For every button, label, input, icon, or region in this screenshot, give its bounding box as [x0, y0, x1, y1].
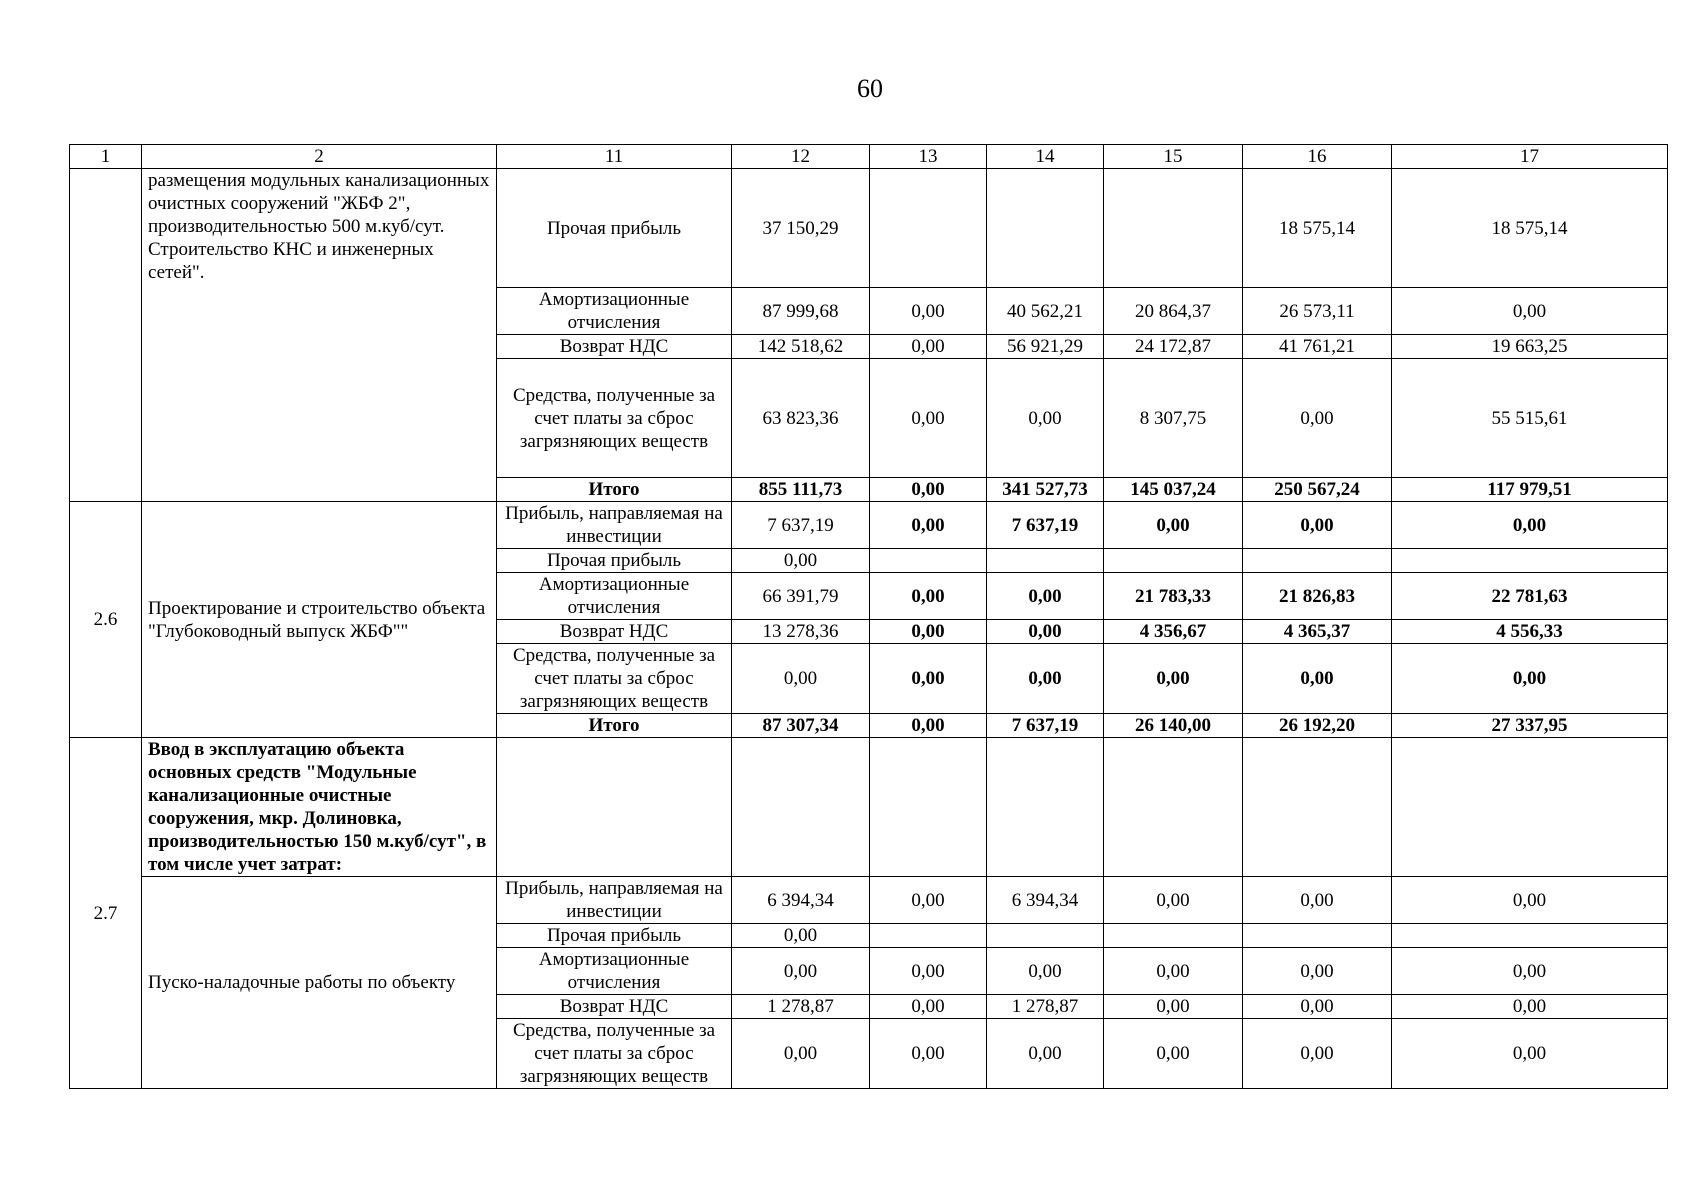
- value-cell: [732, 738, 870, 877]
- value-cell: 0,00: [1104, 502, 1243, 549]
- value-cell: 18 575,14: [1392, 169, 1668, 288]
- value-cell: 0,00: [732, 549, 870, 573]
- value-cell: 1 278,87: [732, 995, 870, 1019]
- value-cell: 21 783,33: [1104, 573, 1243, 620]
- value-cell: 0,00: [1104, 1019, 1243, 1089]
- value-cell: 6 394,34: [732, 877, 870, 924]
- column-number-row: [70, 145, 1668, 169]
- source-label: Прибыль, направляемая на инвестиции: [497, 502, 732, 549]
- value-cell: 0,00: [987, 620, 1104, 644]
- value-cell: 22 781,63: [1392, 573, 1668, 620]
- column-number-header: 1: [70, 145, 142, 169]
- value-cell: 1 278,87: [987, 995, 1104, 1019]
- value-cell: [1104, 549, 1243, 573]
- value-cell: 26 573,11: [1243, 288, 1392, 335]
- value-cell: 0,00: [1243, 995, 1392, 1019]
- value-cell: [987, 169, 1104, 288]
- value-cell: 0,00: [732, 1019, 870, 1089]
- value-cell: [870, 549, 987, 573]
- value-cell: 6 394,34: [987, 877, 1104, 924]
- value-cell: 0,00: [732, 924, 870, 948]
- value-cell: 27 337,95: [1392, 714, 1668, 738]
- item-description: размещения модульных канализационных очистных сооружений "ЖБФ 2", производительностью 500 м.куб/сут. Строительство КНС и инженерных сетей".: [142, 169, 497, 502]
- value-cell: 19 663,25: [1392, 335, 1668, 359]
- value-cell: 87 999,68: [732, 288, 870, 335]
- value-cell: [987, 549, 1104, 573]
- value-cell: 0,00: [1392, 288, 1668, 335]
- source-label: Средства, полученные за счет платы за сброс загрязняющих веществ: [497, 1019, 732, 1089]
- value-cell: 63 823,36: [732, 359, 870, 478]
- value-cell: [870, 738, 987, 877]
- value-cell: 0,00: [1392, 877, 1668, 924]
- value-cell: 0,00: [732, 644, 870, 714]
- value-cell: 0,00: [870, 288, 987, 335]
- value-cell: [1392, 738, 1668, 877]
- value-cell: 855 111,73: [732, 478, 870, 502]
- table-row: [70, 502, 1668, 549]
- value-cell: 0,00: [870, 620, 987, 644]
- value-cell: 4 365,37: [1243, 620, 1392, 644]
- value-cell: 8 307,75: [1104, 359, 1243, 478]
- value-cell: 0,00: [870, 502, 987, 549]
- value-cell: 0,00: [1243, 877, 1392, 924]
- value-cell: 0,00: [987, 644, 1104, 714]
- source-label: Прочая прибыль: [497, 549, 732, 573]
- source-label: [497, 738, 732, 877]
- value-cell: 66 391,79: [732, 573, 870, 620]
- source-label: Амортизационные отчисления: [497, 573, 732, 620]
- value-cell: 0,00: [1104, 877, 1243, 924]
- value-cell: [1392, 924, 1668, 948]
- value-cell: 56 921,29: [987, 335, 1104, 359]
- value-cell: [1243, 549, 1392, 573]
- value-cell: 0,00: [1243, 359, 1392, 478]
- value-cell: 41 761,21: [1243, 335, 1392, 359]
- value-cell: 87 307,34: [732, 714, 870, 738]
- column-number-header: 15: [1104, 145, 1243, 169]
- source-label: Прибыль, направляемая на инвестиции: [497, 877, 732, 924]
- value-cell: [1392, 549, 1668, 573]
- item-number: [70, 169, 142, 502]
- source-label: Амортизационные отчисления: [497, 288, 732, 335]
- value-cell: 0,00: [987, 948, 1104, 995]
- item-number: 2.6: [70, 502, 142, 738]
- item-description: Ввод в эксплуатацию объекта основных средств "Модульные канализационные очистные сооружения, мкр. Долиновка, производительностью 150 м.куб/сут", в том числе учет затрат:: [142, 738, 497, 877]
- column-number-header: 16: [1243, 145, 1392, 169]
- value-cell: 40 562,21: [987, 288, 1104, 335]
- table-row: [70, 877, 1668, 924]
- source-label: Возврат НДС: [497, 620, 732, 644]
- value-cell: 0,00: [870, 573, 987, 620]
- value-cell: 0,00: [870, 995, 987, 1019]
- value-cell: 4 356,67: [1104, 620, 1243, 644]
- value-cell: 7 637,19: [987, 502, 1104, 549]
- value-cell: 21 826,83: [1243, 573, 1392, 620]
- value-cell: 7 637,19: [732, 502, 870, 549]
- value-cell: 0,00: [732, 948, 870, 995]
- value-cell: [1104, 738, 1243, 877]
- value-cell: 0,00: [1104, 995, 1243, 1019]
- value-cell: [1104, 169, 1243, 288]
- value-cell: 0,00: [1243, 948, 1392, 995]
- value-cell: 0,00: [870, 359, 987, 478]
- source-label: Средства, полученные за счет платы за сброс загрязняющих веществ: [497, 359, 732, 478]
- value-cell: [870, 924, 987, 948]
- value-cell: 18 575,14: [1243, 169, 1392, 288]
- value-cell: 0,00: [1104, 948, 1243, 995]
- value-cell: 0,00: [1392, 1019, 1668, 1089]
- table-row: [70, 738, 1668, 877]
- value-cell: 0,00: [870, 1019, 987, 1089]
- value-cell: 0,00: [1392, 502, 1668, 549]
- value-cell: 55 515,61: [1392, 359, 1668, 478]
- source-label: Итого: [497, 714, 732, 738]
- value-cell: 0,00: [870, 714, 987, 738]
- value-cell: 0,00: [987, 573, 1104, 620]
- value-cell: [1104, 924, 1243, 948]
- value-cell: [1243, 738, 1392, 877]
- table-body: [70, 145, 1668, 1089]
- value-cell: 0,00: [1243, 502, 1392, 549]
- financing-table: [69, 144, 1668, 1089]
- value-cell: [870, 169, 987, 288]
- value-cell: 0,00: [870, 335, 987, 359]
- value-cell: 0,00: [870, 478, 987, 502]
- value-cell: 0,00: [870, 644, 987, 714]
- source-label: Амортизационные отчисления: [497, 948, 732, 995]
- item-description: Проектирование и строительство объекта "Глубоководный выпуск ЖБФ"": [142, 502, 497, 738]
- value-cell: 20 864,37: [1104, 288, 1243, 335]
- source-label: Прочая прибыль: [497, 924, 732, 948]
- item-number: 2.7: [70, 738, 142, 1089]
- column-number-header: 11: [497, 145, 732, 169]
- value-cell: 26 140,00: [1104, 714, 1243, 738]
- value-cell: 0,00: [1243, 1019, 1392, 1089]
- value-cell: 37 150,29: [732, 169, 870, 288]
- value-cell: 0,00: [1392, 644, 1668, 714]
- value-cell: 0,00: [870, 877, 987, 924]
- value-cell: 0,00: [1392, 948, 1668, 995]
- value-cell: 117 979,51: [1392, 478, 1668, 502]
- source-label: Средства, полученные за счет платы за сброс загрязняющих веществ: [497, 644, 732, 714]
- value-cell: 7 637,19: [987, 714, 1104, 738]
- column-number-header: 2: [142, 145, 497, 169]
- value-cell: [987, 738, 1104, 877]
- column-number-header: 17: [1392, 145, 1668, 169]
- table-row: [70, 169, 1668, 288]
- value-cell: 0,00: [1104, 644, 1243, 714]
- source-label: Итого: [497, 478, 732, 502]
- value-cell: 0,00: [870, 948, 987, 995]
- value-cell: 4 556,33: [1392, 620, 1668, 644]
- source-label: Возврат НДС: [497, 335, 732, 359]
- value-cell: 0,00: [1243, 644, 1392, 714]
- column-number-header: 13: [870, 145, 987, 169]
- value-cell: 0,00: [987, 1019, 1104, 1089]
- value-cell: [1243, 924, 1392, 948]
- value-cell: 341 527,73: [987, 478, 1104, 502]
- value-cell: 250 567,24: [1243, 478, 1392, 502]
- value-cell: [987, 924, 1104, 948]
- value-cell: 24 172,87: [1104, 335, 1243, 359]
- page-number: 60: [857, 74, 883, 103]
- source-label: Прочая прибыль: [497, 169, 732, 288]
- value-cell: 142 518,62: [732, 335, 870, 359]
- value-cell: 0,00: [1392, 995, 1668, 1019]
- value-cell: 0,00: [987, 359, 1104, 478]
- source-label: Возврат НДС: [497, 995, 732, 1019]
- value-cell: 145 037,24: [1104, 478, 1243, 502]
- column-number-header: 14: [987, 145, 1104, 169]
- value-cell: 13 278,36: [732, 620, 870, 644]
- column-number-header: 12: [732, 145, 870, 169]
- item-description: Пуско-наладочные работы по объекту: [142, 877, 497, 1089]
- value-cell: 26 192,20: [1243, 714, 1392, 738]
